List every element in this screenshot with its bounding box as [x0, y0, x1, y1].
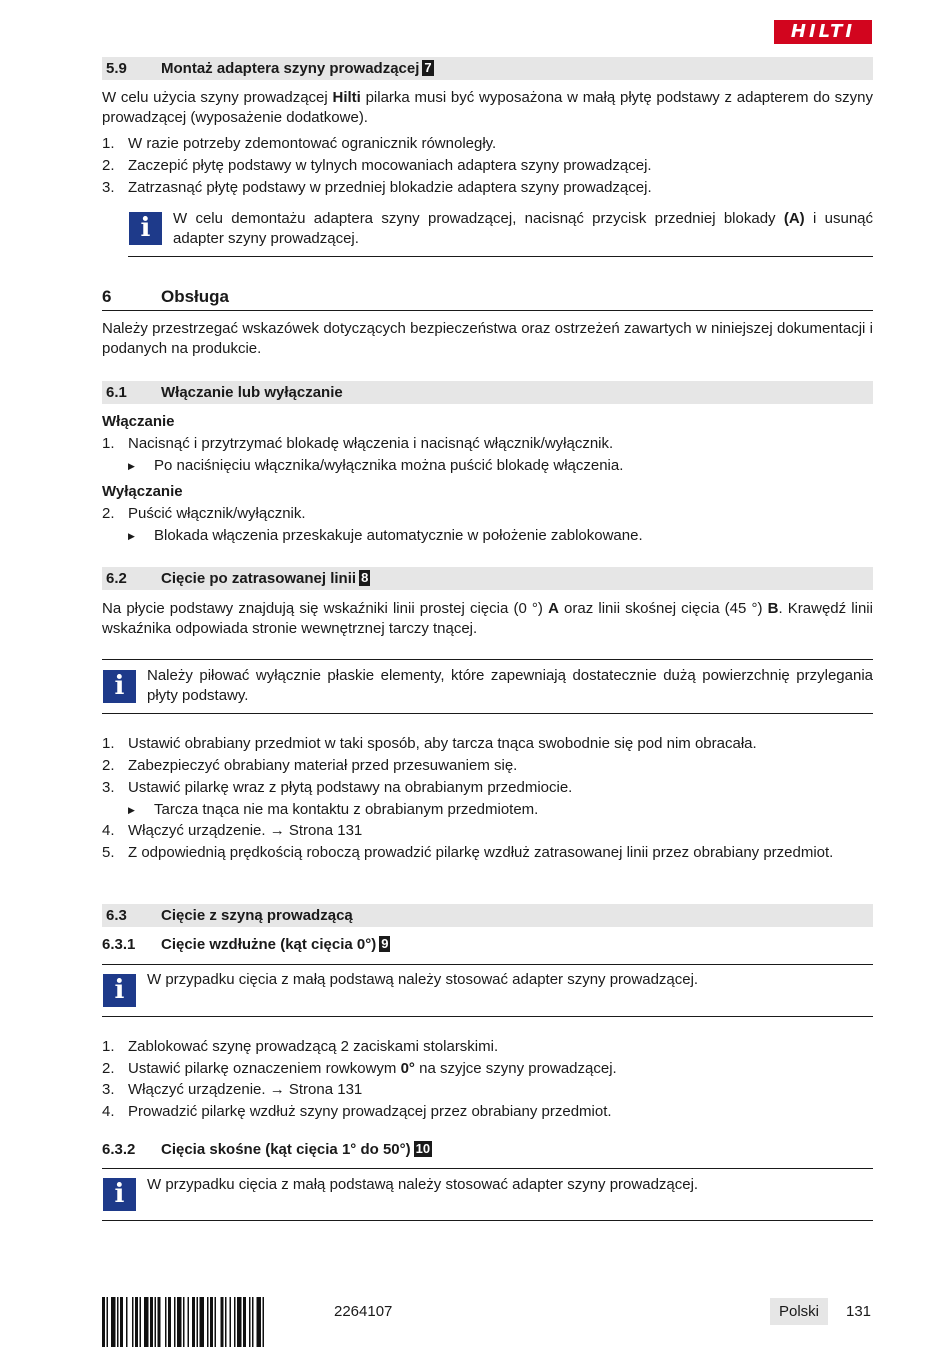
list-number: 2.	[102, 157, 115, 174]
barcode-bar	[135, 1297, 138, 1347]
list-text-part: na szyjce szyny prowadzącej.	[414, 1060, 617, 1077]
list-text: Zabezpieczyć obrabiany materiał przed przesuwaniem się.	[128, 757, 518, 774]
section-number: 5.9	[106, 60, 127, 77]
barcode-bar	[102, 1297, 105, 1347]
barcode-bar	[155, 1297, 157, 1347]
section-6-2-heading	[102, 567, 873, 590]
info-text: W celu demontażu adaptera szyny prowadzącej, nacisnąć przycisk przedniej blokady	[173, 210, 784, 227]
barcode-bar	[132, 1297, 134, 1347]
barcode-bar	[177, 1297, 182, 1347]
barcode-bar	[252, 1297, 254, 1347]
section-title	[161, 1140, 432, 1160]
list-text: Zatrzasnąć płytę podstawy w przedniej blokadzie adaptera szyny prowadzącej.	[128, 179, 652, 196]
subheading-on: Włączanie	[102, 413, 175, 430]
barcode-bar	[165, 1297, 167, 1347]
divider	[102, 1168, 873, 1169]
section-number: 6.3.1	[102, 936, 136, 953]
section-number: 6.3	[106, 907, 127, 924]
document-number: 2264107	[334, 1303, 393, 1320]
result-text: Blokada włączenia przeskakuje automatycznie w położenie zablokowane.	[154, 527, 643, 544]
subheading-off: Wyłączanie	[102, 483, 183, 500]
section-number: 6.2	[106, 570, 127, 587]
divider	[102, 1016, 873, 1017]
section-title	[161, 935, 390, 955]
intro-text: Na płycie podstawy znajdują się wskaźniki linii prostej cięcia (0 °)	[102, 600, 549, 617]
barcode-bar	[257, 1297, 262, 1347]
section-5-9-intro	[102, 88, 873, 128]
list-text	[128, 1059, 873, 1079]
list-text: Nacisnąć i przytrzymać blokadę włączenia i nacisnąć włącznik/wyłącznik.	[128, 435, 614, 452]
barcode-bar	[210, 1297, 213, 1347]
list-number: 2.	[102, 505, 115, 522]
info-note: W przypadku cięcia z małą podstawą należy stosować adapter szyny prowadzącej.	[147, 971, 699, 988]
intro-text: pilarka musi być wyposażona w małą płytę podstawy z adapterem do szyny prowadzącej (wyposażenie dodatkowe).	[102, 89, 873, 126]
figure-reference: 7	[424, 60, 432, 75]
info-text: i usunąć adapter szyny prowadzącej.	[173, 210, 874, 247]
barcode-bar	[158, 1297, 161, 1347]
list-number: 2.	[102, 1060, 115, 1077]
result-arrow-icon: ▶	[128, 805, 135, 815]
result-text: Po naciśnięciu włącznika/wyłącznika można puścić blokadę włączenia.	[154, 457, 624, 474]
barcode-bar	[197, 1297, 199, 1347]
section-title: Cięcie z szyną prowadzącą	[161, 907, 353, 924]
result-arrow-icon: ▶	[128, 531, 135, 541]
list-number: 1.	[102, 735, 115, 752]
section-title-text: Cięcia skośne (kąt cięcia 1° do 50°)	[161, 1141, 411, 1158]
chapter-number: 6	[102, 287, 112, 306]
list-text: Prowadzić pilarkę wzdłuż szyny prowadzącej przez obrabiany przedmiot.	[128, 1103, 612, 1120]
barcode-bar	[243, 1297, 246, 1347]
list-number: 3.	[102, 179, 115, 196]
barcode-bar	[263, 1297, 265, 1347]
result-arrow-icon: ▶	[128, 461, 135, 471]
list-number: 3.	[102, 779, 115, 796]
list-text: Włączyć urządzenie. → Strona 131	[128, 1081, 363, 1098]
section-title	[161, 567, 370, 590]
hilti-logo: HILTI	[774, 20, 872, 44]
barcode-bar	[183, 1297, 185, 1347]
list-number: 1.	[102, 435, 115, 452]
barcode-bar	[207, 1297, 209, 1347]
list-text: W razie potrzeby zdemontować ogranicznik równoległy.	[128, 135, 497, 152]
page-number: 131	[846, 1303, 872, 1320]
divider	[102, 1220, 873, 1221]
chapter-title: Obsługa	[161, 287, 230, 306]
list-number: 3.	[102, 1081, 115, 1098]
barcode-bar	[192, 1297, 195, 1347]
barcode-bar	[174, 1297, 176, 1347]
list-text: Ustawić obrabiany przedmiot w taki sposób, aby tarcza tnąca swobodnie się pod nim obracała.	[128, 735, 757, 752]
list-number: 5.	[102, 844, 115, 861]
divider	[102, 964, 873, 965]
list-text: Ustawić pilarkę wraz z płytą podstawy na obrabianym przedmiocie.	[128, 779, 573, 796]
barcode-bar	[120, 1297, 123, 1347]
list-number: 1.	[102, 1038, 115, 1055]
barcode-bar	[168, 1297, 171, 1347]
section-title-text: Montaż adaptera szyny prowadzącej	[161, 60, 420, 77]
section-number: 6.1	[106, 384, 127, 401]
barcode-bar	[117, 1297, 119, 1347]
info-note: W przypadku cięcia z małą podstawą należy stosować adapter szyny prowadzącej.	[147, 1176, 699, 1193]
barcode-bar	[140, 1297, 142, 1347]
section-title-text: Cięcie wzdłużne (kąt cięcia 0°)	[161, 936, 377, 953]
barcode-bar	[126, 1297, 128, 1347]
section-title-text: Cięcie po zatrasowanej linii	[161, 570, 357, 587]
chapter-6-intro: Należy przestrzegać wskazówek dotyczących bezpieczeństwa oraz ostrzeżeń zawartych w niniejszej dokumentacji i podanych na produkcie.	[102, 320, 873, 357]
figure-reference: 10	[415, 1141, 431, 1156]
brand-name: Hilti	[332, 89, 361, 106]
divider	[102, 310, 873, 311]
list-text: Zaczepić płytę podstawy w tylnych mocowaniach adaptera szyny prowadzącej.	[128, 157, 652, 174]
info-icon: i	[103, 974, 136, 1007]
barcode-bar	[249, 1297, 251, 1347]
divider	[128, 256, 873, 257]
barcode-bar	[144, 1297, 149, 1347]
list-number: 4.	[102, 1103, 115, 1120]
info-icon: i	[129, 212, 162, 245]
callout-letter: B	[767, 600, 779, 617]
callout-letter: (A)	[783, 210, 805, 227]
list-number: 2.	[102, 757, 115, 774]
intro-text: oraz linii skośnej cięcia (45 °)	[558, 600, 768, 617]
barcode-bar	[215, 1297, 217, 1347]
barcode	[102, 1297, 318, 1347]
divider	[102, 659, 873, 660]
barcode-bar	[188, 1297, 190, 1347]
intro-text: . Krawędź linii wskaźnika odpowiada stronie wewnętrznej tarczy tnącej.	[102, 600, 873, 637]
barcode-bar	[237, 1297, 242, 1347]
barcode-bar	[200, 1297, 205, 1347]
groove-mark-value: 0°	[400, 1060, 415, 1077]
list-text: Włączyć urządzenie. → Strona 131	[128, 822, 363, 839]
language-label: Polski	[770, 1298, 828, 1325]
callout-letter: A	[548, 600, 559, 617]
result-text: Tarcza tnąca nie ma kontaktu z obrabianym przedmiotem.	[154, 801, 539, 818]
figure-reference: 8	[361, 570, 369, 585]
info-icon: i	[103, 670, 136, 703]
section-6-2-intro	[102, 599, 873, 639]
barcode-bar	[111, 1297, 116, 1347]
list-text-part: Ustawić pilarkę oznaczeniem rowkowym	[128, 1060, 401, 1077]
section-5-9-heading	[102, 57, 873, 80]
list-text: Zablokować szynę prowadzącą 2 zaciskami stolarskimi.	[128, 1038, 499, 1055]
section-title: Włączanie lub wyłączanie	[161, 384, 343, 401]
list-text: Z odpowiednią prędkością roboczą prowadzić pilarkę wzdłuż zatrasowanej linii przez obrabiany przedmiot.	[128, 844, 834, 861]
barcode-bar	[221, 1297, 224, 1347]
info-note	[173, 209, 873, 249]
barcode-bar	[234, 1297, 236, 1347]
section-6-1-heading	[102, 381, 873, 404]
barcode-bar	[230, 1297, 232, 1347]
divider	[102, 713, 873, 714]
barcode-bar	[225, 1297, 227, 1347]
info-note: Należy piłować wyłącznie płaskie elementy, które zapewniają dostatecznie dużą powierzchnię przylegania płyty podstawy.	[147, 667, 873, 704]
list-number: 4.	[102, 822, 115, 839]
section-number: 6.3.2	[102, 1141, 136, 1158]
barcode-bar	[107, 1297, 109, 1347]
info-icon: i	[103, 1178, 136, 1211]
section-title	[161, 57, 434, 80]
section-6-3-heading	[102, 904, 873, 927]
intro-text: W celu użycia szyny prowadzącej	[102, 89, 333, 106]
figure-reference: 9	[381, 936, 389, 951]
list-number: 1.	[102, 135, 115, 152]
barcode-bar	[150, 1297, 153, 1347]
list-text: Puścić włącznik/wyłącznik.	[128, 505, 306, 522]
